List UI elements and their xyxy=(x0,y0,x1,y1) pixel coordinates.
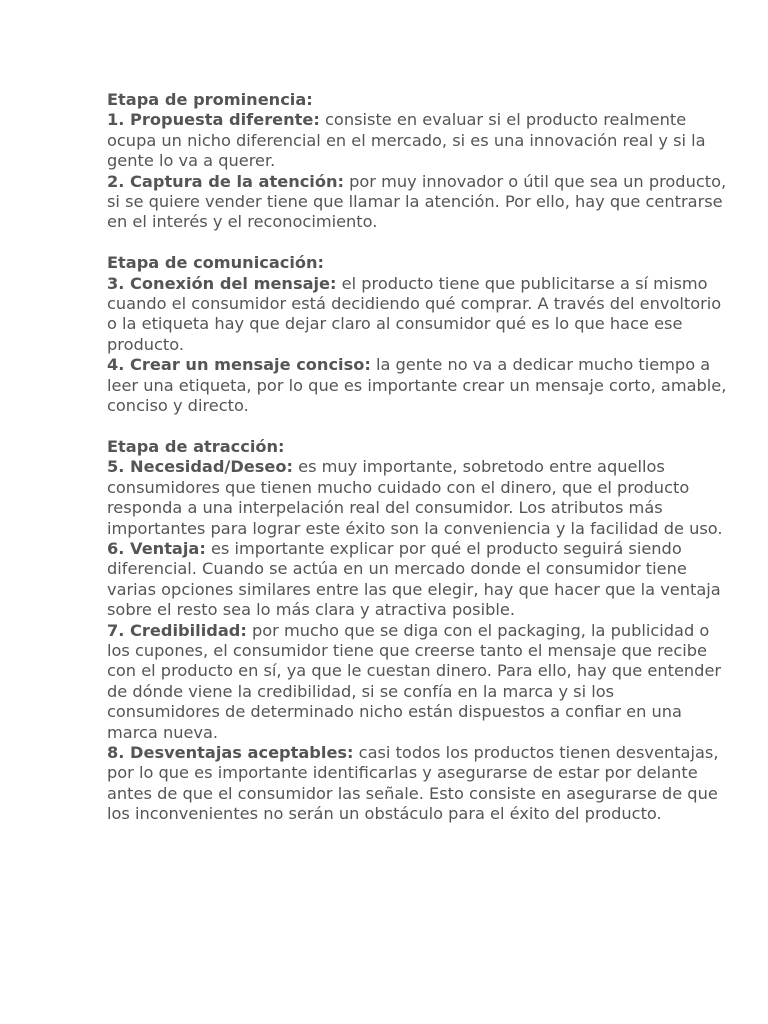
item-text: es muy importante, sobretodo entre aquellos consumidores que tienen mucho cuidado con el dinero, que el producto responda a una interpelación real del consumidor. Los atributos más importantes para lograr este éxito son la conveniencia y la facilidad de uso. xyxy=(107,457,723,538)
item-text: por mucho que se diga con el packaging, la publicidad o los cupones, el consumidor tiene que creerse tanto el mensaje que recibe con el producto en sí, ya que le cuestan dinero. Para ello, hay que entender de dónde viene la credibilidad, si se confía en la marca y si los consumidores de determinado nicho están dispuestos a confiar en una marca nueva. xyxy=(107,620,722,742)
item-text: por muy innovador o útil que sea un producto, si se quiere vender tiene que llamar la atención. Por ello, hay que centrarse en el interés y el reconocimiento. xyxy=(107,171,727,232)
section-heading: Etapa de comunicación: xyxy=(107,253,325,273)
section-heading: Etapa de prominencia: xyxy=(107,90,313,109)
list-item xyxy=(107,172,728,233)
item-title: 8. Desventajas aceptables: xyxy=(107,742,354,762)
section-atraccion xyxy=(107,437,728,825)
list-item xyxy=(107,457,728,539)
item-text: la gente no va a dedicar mucho tiempo a leer una etiqueta, por lo que es importante crear un mensaje corto, amable, conciso y directo. xyxy=(107,355,727,416)
item-title: 3. Conexión del mensaje: xyxy=(107,273,337,293)
item-title: 2. Captura de la atención: xyxy=(107,171,344,191)
section-heading: Etapa de atracción: xyxy=(107,436,285,456)
item-text: es importante explicar por qué el producto seguirá siendo diferencial. Cuando se actúa en un mercado donde el consumidor tiene varias opciones similares entre las que elegir, hay que hacer que la ventaja sobre el resto sea lo más clara y atractiva posible. xyxy=(107,538,721,620)
list-item xyxy=(107,621,728,743)
list-item xyxy=(107,110,728,171)
section-prominencia xyxy=(107,90,728,233)
item-title: 7. Credibilidad: xyxy=(107,620,247,640)
list-item xyxy=(107,539,728,621)
list-item xyxy=(107,743,728,825)
item-title: 5. Necesidad/Deseo: xyxy=(107,457,293,477)
item-text: casi todos los productos tienen desventajas, por lo que es importante identificarlas y asegurarse de estar por delante antes de que el consumidor las señale. Esto consiste en asegurarse de que los inconvenientes no serán un obstáculo para el éxito del producto. xyxy=(107,742,719,824)
list-item xyxy=(107,355,728,416)
item-title: 4. Crear un mensaje conciso: xyxy=(107,355,371,375)
item-text: el producto tiene que publicitarse a sí mismo cuando el consumidor está decidiendo qué comprar. A través del envoltorio o la etiqueta hay que dejar claro al consumidor qué es lo que hace ese producto. xyxy=(107,273,722,354)
item-title: 1. Propuesta diferente: xyxy=(107,110,320,130)
item-text: consiste en evaluar si el producto realmente ocupa un nicho diferencial en el mercado, si es una innovación real y si la gente lo va a querer. xyxy=(107,110,706,171)
item-title: 6. Ventaja: xyxy=(107,538,206,558)
section-comunicacion xyxy=(107,253,728,416)
list-item xyxy=(107,274,728,356)
